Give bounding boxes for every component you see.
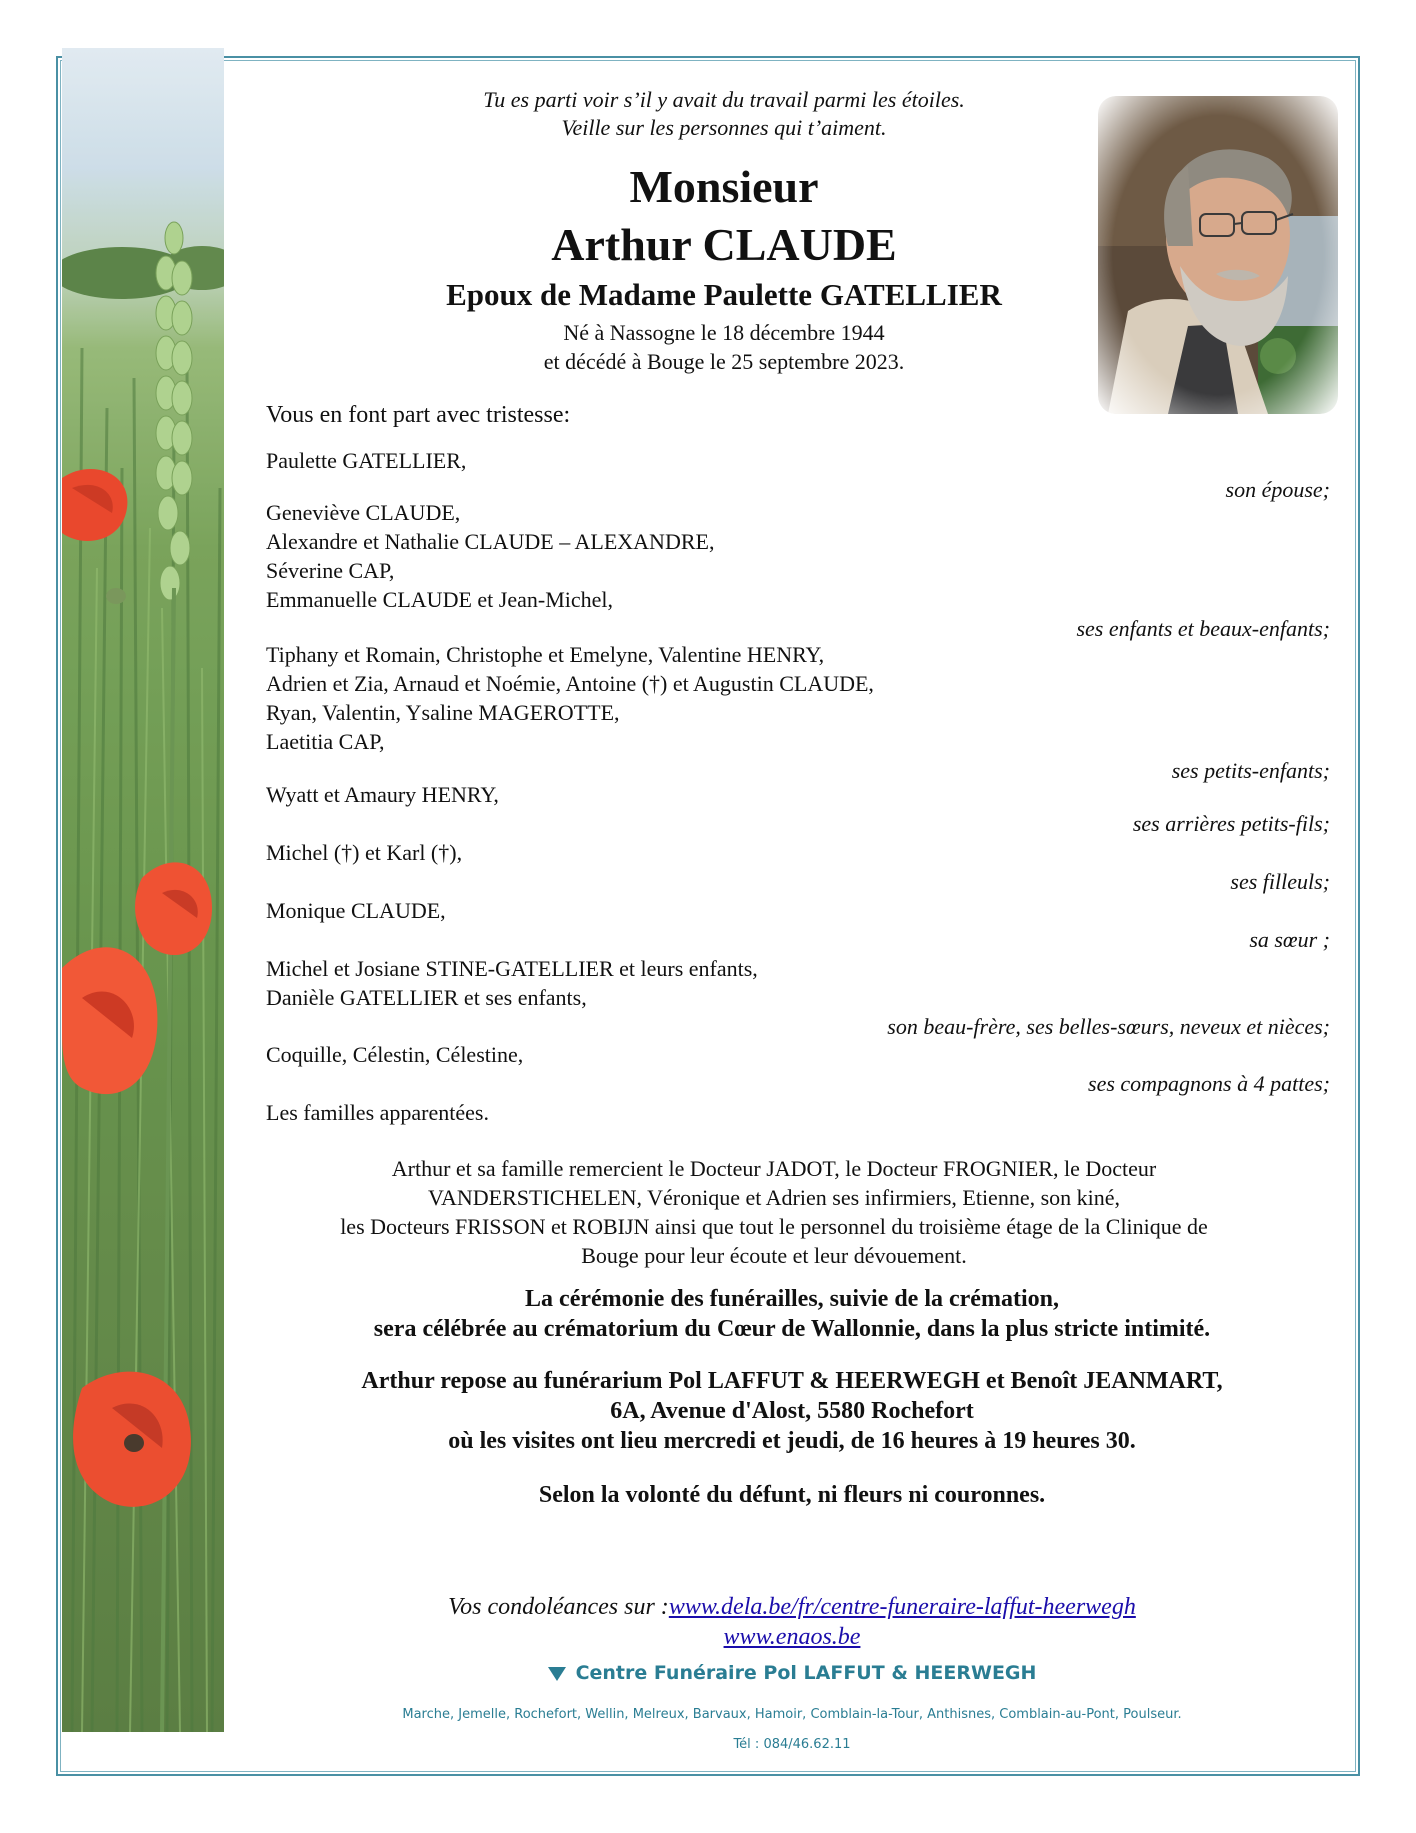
family-group	[266, 640, 1330, 785]
flowers-note: Selon la volonté du défunt, ni fleurs ni couronnes.	[538, 1482, 1046, 1508]
family-group	[266, 1040, 1330, 1098]
spouse-line: Epoux de Madame Paulette GATELLIER	[446, 277, 1002, 312]
family-group	[266, 498, 1330, 643]
birth-death-dates	[224, 318, 1224, 376]
funeral-home-phone: Tél : 084/46.62.11	[733, 1737, 851, 1752]
quote: Tu es parti voir s’il y avait du travail parmi les étoiles. Veille sur les personnes qui t’aiment.	[483, 87, 965, 140]
condolences-line: Vos condoléances sur :www.dela.be/fr/centre-funeraire-laffut-heerwegh	[448, 1594, 1136, 1620]
family-name: Michel et Josiane STINE-GATELLIER et leurs enfants,	[266, 956, 758, 981]
birth-date: Né à Nassogne le 18 décembre 1944	[563, 320, 885, 345]
family-group	[266, 780, 1330, 838]
family-name: Wyatt et Amaury HENRY,	[266, 782, 499, 807]
funeral-home-name: Centre Funéraire Pol LAFFUT & HEERWEGH	[224, 1660, 1360, 1686]
death-date: et décédé à Bouge le 25 septembre 2023.	[543, 349, 905, 374]
family-name: Laetitia CAP,	[266, 729, 385, 754]
family-relation: ses petits-enfants;	[1171, 758, 1330, 783]
family-group	[266, 896, 1330, 954]
intro-line: Vous en font part avec tristesse:	[266, 402, 571, 428]
deceased-name: Arthur CLAUDE	[551, 219, 897, 270]
funeral-home-locations: Marche, Jemelle, Rochefort, Wellin, Melreux, Barvaux, Hamoir, Comblain-la-Tour, Anthisnes, Comblain-au-Pont, Poulseur.	[402, 1707, 1182, 1722]
family-names	[266, 1040, 1330, 1069]
family-name: Coquille, Célestin, Célestine,	[266, 1042, 524, 1067]
family-names	[266, 896, 1330, 925]
family-name: Geneviève CLAUDE,	[266, 500, 461, 525]
thanks-paragraph: Arthur et sa famille remercient le Docteur JADOT, le Docteur FROGNIER, le Docteur VANDERSTICHELEN, Véronique et Adrien ses infirmiers, Etienne, son kiné, les Docteurs FRISSON et ROBIJN ainsi que tout le personnel du troisième étage de la Clinique de Bouge pour leur écoute et leur dévouement.	[340, 1156, 1208, 1268]
family-relation: ses compagnons à 4 pattes;	[1088, 1071, 1330, 1096]
family-name: Paulette GATELLIER,	[266, 448, 467, 473]
announcement-content	[224, 0, 1360, 1833]
family-names	[266, 954, 1330, 1012]
family-name: Emmanuelle CLAUDE et Jean-Michel,	[266, 587, 614, 612]
repose-info: Arthur repose au funérarium Pol LAFFUT & HEERWEGH et Benoît JEANMART, 6A, Avenue d'Alost, 5580 Rochefort où les visites ont lieu mercredi et jeudi, de 16 heures à 19 heures 30.	[361, 1368, 1223, 1454]
family-relation: son épouse;	[1225, 477, 1330, 502]
triangle-down-icon	[548, 1667, 566, 1681]
family-name: Adrien et Zia, Arnaud et Noémie, Antoine (†) et Augustin CLAUDE,	[266, 671, 874, 696]
condolences-link-dela[interactable]: www.dela.be/fr/centre-funeraire-laffut-heerwegh	[668, 1594, 1136, 1620]
family-relation: ses filleuls;	[1230, 869, 1330, 894]
family-name: Monique CLAUDE,	[266, 898, 446, 923]
ceremony-info: La cérémonie des funérailles, suivie de la crémation, sera célébrée au crématorium du Cœur de Wallonnie, dans la plus stricte intimité.	[373, 1286, 1211, 1342]
poppy-field-image	[62, 48, 224, 1732]
title-honorific: Monsieur	[629, 161, 819, 212]
family-name: Alexandre et Nathalie CLAUDE – ALEXANDRE,	[266, 529, 715, 554]
family-names	[266, 640, 1330, 756]
family-name: Séverine CAP,	[266, 558, 395, 583]
family-relation: ses arrières petits-fils;	[1132, 811, 1330, 836]
family-name: Les familles apparentées.	[266, 1100, 489, 1125]
family-name: Michel (†) et Karl (†),	[266, 840, 463, 865]
family-group	[266, 954, 1330, 1041]
family-relation: ses enfants et beaux-enfants;	[1076, 616, 1330, 641]
family-relation: son beau-frère, ses belles-sœurs, neveux et nièces;	[887, 1014, 1330, 1039]
family-names	[266, 780, 1330, 809]
family-group	[266, 838, 1330, 896]
family-relation: sa sœur ;	[1249, 927, 1330, 952]
family-name: Ryan, Valentin, Ysaline MAGEROTTE,	[266, 700, 620, 725]
family-name: Danièle GATELLIER et ses enfants,	[266, 985, 587, 1010]
family-group	[266, 1098, 1330, 1127]
family-names	[266, 446, 1330, 475]
family-names	[266, 1098, 1330, 1127]
family-name: Tiphany et Romain, Christophe et Emelyne, Valentine HENRY,	[266, 642, 825, 667]
condolences-link-enaos[interactable]: www.enaos.be	[723, 1624, 861, 1650]
portrait-photo	[1098, 96, 1338, 414]
family-names	[266, 838, 1330, 867]
family-names	[266, 498, 1330, 614]
family-group	[266, 446, 1330, 504]
